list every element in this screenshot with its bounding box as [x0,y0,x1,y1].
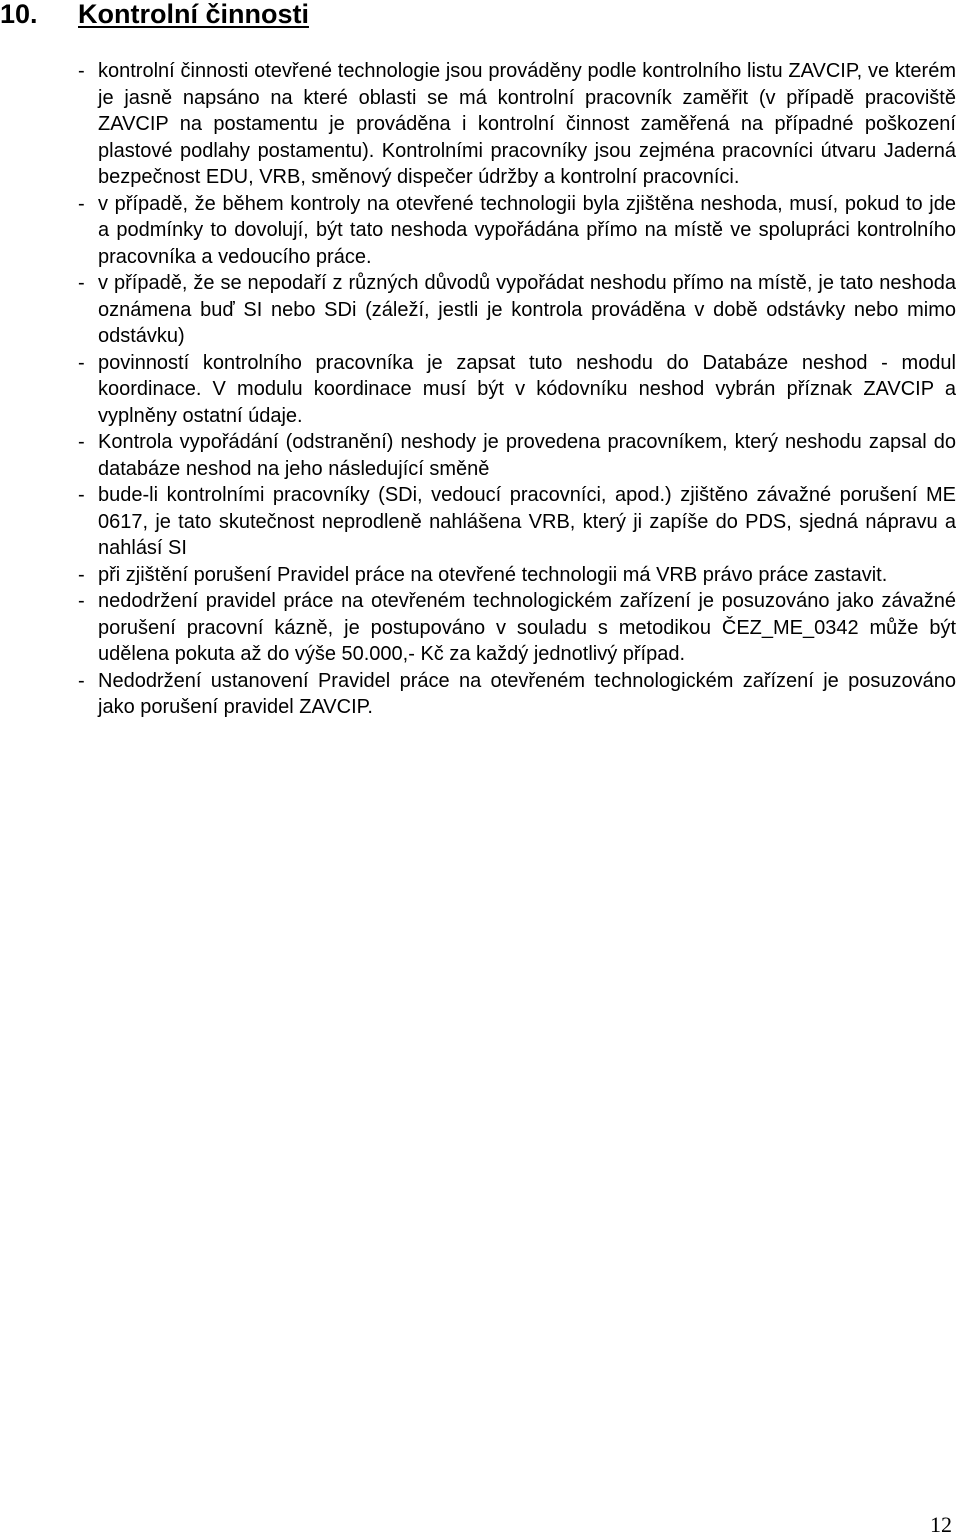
list-item: - při zjištění porušení Pravidel práce na otevřené technologii má VRB právo práce zastavit. [78,562,956,589]
list-item: - v případě, že se nepodaří z různých důvodů vypořádat neshodu přímo na místě, je tato neshoda oznámena buď SI nebo SDi (záleží, jestli je kontrola prováděna v době odstávky nebo mimo odstávku) [78,270,956,350]
section-heading [0,0,309,30]
rules-list [78,58,956,721]
list-item: - nedodržení pravidel práce na otevřeném technologickém zařízení je posuzováno jako závažné porušení pracovní kázně, je postupováno v souladu s metodikou ČEZ_ME_0342 může být udělena pokuta až do výše 50.000,- Kč za každý jednotlivý případ. [78,588,956,668]
list-item: - v případě, že během kontroly na otevřené technologii byla zjištěna neshoda, musí, pokud to jde a podmínky to dovolují, být tato neshoda vypořádána přímo na místě ve spolupráci kontrolního pracovníka a vedoucího práce. [78,191,956,271]
page-number: 12 [930,1512,952,1537]
list-item: - Nedodržení ustanovení Pravidel práce na otevřeném technologickém zařízení je posuzováno jako porušení pravidel ZAVCIP. [78,668,956,721]
section-title: Kontrolní činnosti [78,0,309,29]
list-item: - bude-li kontrolními pracovníky (SDi, vedoucí pracovníci, apod.) zjištěno závažné porušení ME 0617, je tato skutečnost neprodleně nahlášena VRB, který ji zapíše do PDS, sjedná nápravu a nahlásí SI [78,482,956,562]
list-item: - Kontrola vypořádání (odstranění) neshody je provedena pracovníkem, který neshodu zapsal do databáze neshod na jeho následující směně [78,429,956,482]
list-item: - povinností kontrolního pracovníka je zapsat tuto neshodu do Databáze neshod - modul koordinace. V modulu koordinace musí být v kódovníku neshod vybrán příznak ZAVCIP a vyplněny ostatní údaje. [78,350,956,430]
list-item: - kontrolní činnosti otevřené technologie jsou prováděny podle kontrolního listu ZAVCIP, ve kterém je jasně napsáno na které oblasti se má kontrolní pracovník zaměřit (v případě pracoviště ZAVCIP na postamentu je prováděna i kontrolní činnost zaměřená na případné poškození plastové podlahy postamentu). Kontrolními pracovníky jsou zejména pracovníci útvaru Jaderná bezpečnost EDU, VRB, směnový dispečer údržby a kontrolní pracovníci. [78,58,956,191]
section-number: 10. [0,0,38,29]
